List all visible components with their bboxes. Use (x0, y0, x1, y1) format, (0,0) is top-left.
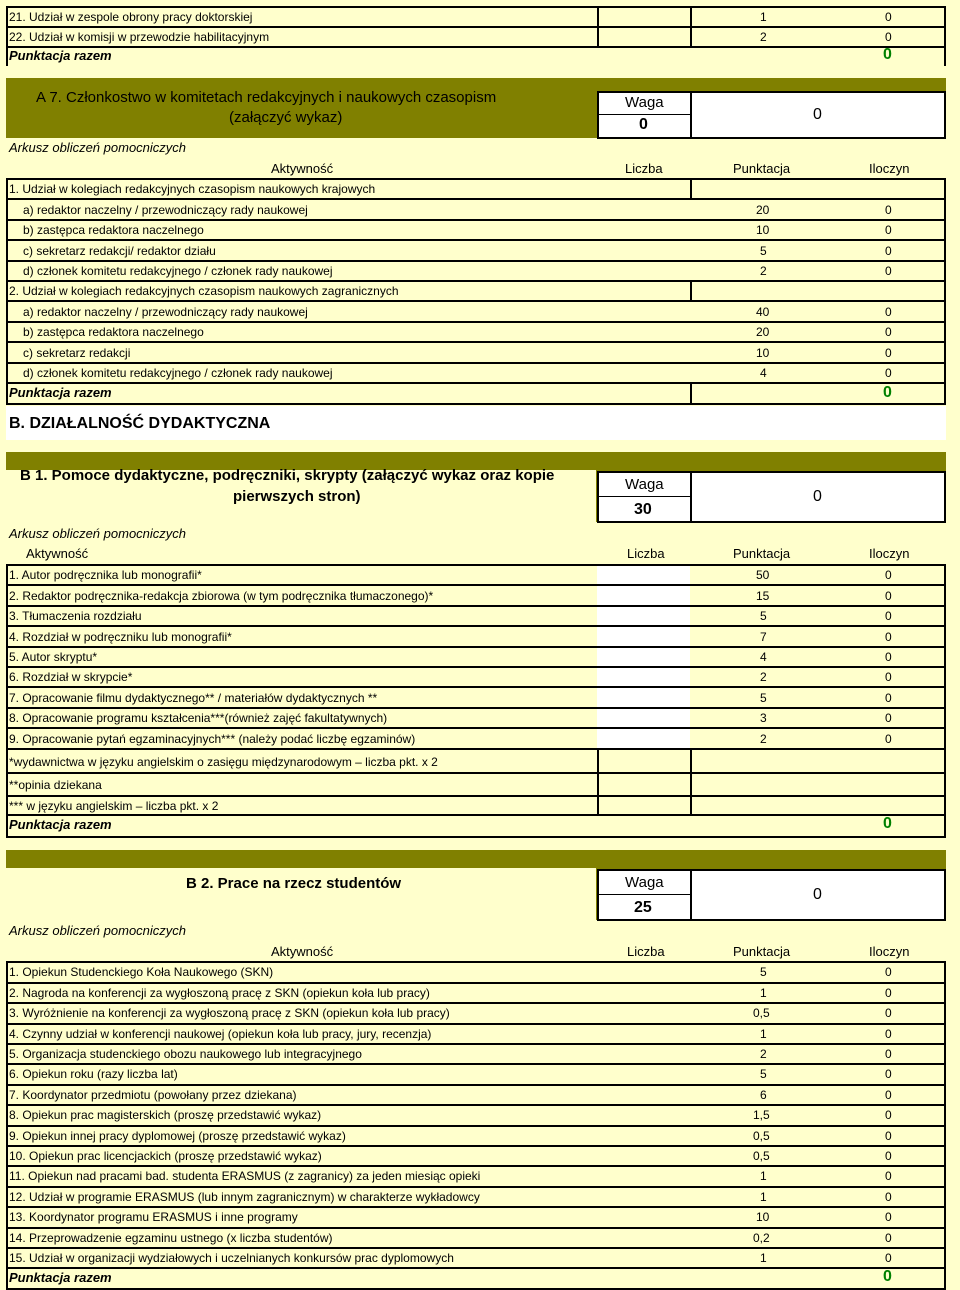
a7-header-aktywnosc: Aktywność (271, 161, 334, 176)
b1-row-8-label: 8. Opracowanie programu kształcenia***(również zajęć fakultatywnych) (9, 711, 388, 725)
b2-row-7-label: 7. Koordynator przedmiotu (powołany przez dziekana) (9, 1088, 297, 1102)
b2-header-punktacja: Punktacja (733, 944, 791, 959)
a7-g1-row-c-pkt: 5 (760, 244, 767, 258)
b2-row-13-iloczyn: 0 (885, 1210, 892, 1224)
a7-waga-label: Waga (625, 94, 664, 111)
b2-row-11-pkt: 1 (760, 1169, 767, 1183)
b2-row-13-label: 13. Koordynator programu ERASMUS i inne programy (9, 1210, 298, 1224)
b1-row-5-pkt: 4 (760, 650, 767, 664)
b2-row-5-label: 5. Organizacja studenckiego obozu naukowego lub integracyjnego (9, 1047, 362, 1061)
b2-row-6-label: 6. Opiekun roku (razy liczba lat) (9, 1067, 178, 1081)
b1-row-2-label: 2. Redaktor podręcznika-redakcja zbiorowa (w tym podręcznika tłumaczonego)* (9, 589, 434, 603)
b1-row-7-pkt: 5 (760, 691, 767, 705)
a7-group2-label: 2. Udział w kolegiach redakcyjnych czasopism naukowych zagranicznych (9, 284, 399, 298)
b2-total-label: Punktacja razem (9, 1270, 112, 1285)
b1-total-label: Punktacja razem (9, 817, 112, 832)
top-row-22-liczba: 2 (760, 30, 767, 44)
b2-row-12-iloczyn: 0 (885, 1190, 892, 1204)
b1-liczba-input-6[interactable] (597, 667, 690, 687)
b2-header-iloczyn: Iloczyn (869, 944, 910, 959)
a7-g2-row-b-pkt: 20 (756, 325, 770, 339)
b2-row-15-iloczyn: 0 (885, 1251, 892, 1265)
b2-row-14-label: 14. Przeprowadzenie egzaminu ustnego (x liczba studentów) (9, 1231, 333, 1245)
b1-row-8-pkt: 3 (760, 711, 767, 725)
b2-score: 0 (813, 886, 822, 903)
a7-g1-row-a-pkt: 20 (756, 203, 770, 217)
right-margin-strip (946, 0, 960, 1290)
b2-row-9-pkt: 0,5 (753, 1129, 770, 1143)
a7-header-liczba: Liczba (625, 161, 663, 176)
b2-row-9-label: 9. Opiekun innej pracy dyplomowej (proszę przedstawić wykaz) (9, 1129, 346, 1143)
top-row-21-iloczyn: 0 (885, 10, 892, 24)
b1-waga-label: Waga (625, 476, 664, 493)
b1-liczba-input-5[interactable] (597, 647, 690, 667)
b1-liczba-input-9[interactable] (597, 728, 690, 749)
b2-row-11-label: 11. Opiekun nad pracami bad. studenta ERASMUS (z zagranicy) za jeden miesiąc opieki (9, 1169, 481, 1183)
a7-title-line2: (załączyć wykaz) (229, 109, 343, 126)
b2-row-11-iloczyn: 0 (885, 1169, 892, 1183)
b1-score: 0 (813, 488, 822, 505)
b2-header-aktywnosc: Aktywność (271, 944, 334, 959)
a7-helper-label: Arkusz obliczeń pomocniczych (9, 140, 187, 155)
b1-liczba-input-3[interactable] (597, 606, 690, 626)
b1-row-7-iloczyn: 0 (885, 691, 892, 705)
b1-row-4-iloczyn: 0 (885, 630, 892, 644)
b1-helper-label: Arkusz obliczeń pomocniczych (9, 526, 187, 541)
b1-row-2-pkt: 15 (756, 589, 770, 603)
a7-g1-row-d-label: d) członek komitetu redakcyjnego / członek rady naukowej (23, 264, 333, 278)
b2-row-2-iloczyn: 0 (885, 986, 892, 1000)
b2-row-12-pkt: 1 (760, 1190, 767, 1204)
b1-row-4-pkt: 7 (760, 630, 767, 644)
a7-g2-row-d-label: d) członek komitetu redakcyjnego / członek rady naukowej (23, 366, 333, 380)
b2-row-7-pkt: 6 (760, 1088, 767, 1102)
b2-row-8-pkt: 1,5 (753, 1108, 770, 1122)
b1-header-iloczyn: Iloczyn (869, 546, 910, 561)
b2-row-13-pkt: 10 (756, 1210, 770, 1224)
b2-row-2-pkt: 1 (760, 986, 767, 1000)
b2-row-1-label: 1. Opiekun Studenckiego Koła Naukowego (SKN) (9, 965, 274, 979)
b2-title: B 2. Prace na rzecz studentów (186, 875, 402, 892)
b1-row-5-label: 5. Autor skryptu* (9, 650, 98, 664)
b1-liczba-input-4[interactable] (597, 626, 690, 647)
top-row-21-label: 21. Udział w zespole obrony pracy doktorskiej (9, 10, 253, 24)
b1-liczba-input-1[interactable] (597, 565, 690, 585)
b1-row-3-label: 3. Tłumaczenia rozdziału (9, 609, 142, 623)
b1-row-9-iloczyn: 0 (885, 732, 892, 746)
a7-g2-row-d-iloczyn: 0 (885, 366, 892, 380)
a7-g2-row-a-iloczyn: 0 (885, 305, 892, 319)
a7-waga-value: 0 (639, 116, 648, 133)
a7-header-punktacja: Punktacja (733, 161, 791, 176)
a7-title-line1: A 7. Członkostwo w komitetach redakcyjnych i naukowych czasopism (36, 89, 497, 106)
b2-row-8-label: 8. Opiekun prac magisterskich (proszę przedstawić wykaz) (9, 1108, 322, 1122)
b1-note-1: *wydawnictwa w języku angielskim o zasięgu międzynarodowym – liczba pkt. x 2 (9, 755, 438, 769)
b2-row-3-pkt: 0,5 (753, 1006, 770, 1020)
top-row-22-iloczyn: 0 (885, 30, 892, 44)
a7-group1-label: 1. Udział w kolegiach redakcyjnych czasopism naukowych krajowych (9, 182, 376, 196)
b2-row-8-iloczyn: 0 (885, 1108, 892, 1122)
b1-row-3-iloczyn: 0 (885, 609, 892, 623)
a7-score: 0 (813, 106, 822, 123)
b2-total-value: 0 (883, 1268, 892, 1285)
b1-row-9-label: 9. Opracowanie pytań egzaminacyjnych*** (należy podać liczbę egzaminów) (9, 732, 416, 746)
b2-row-1-iloczyn: 0 (885, 965, 892, 979)
b1-row-8-iloczyn: 0 (885, 711, 892, 725)
b2-row-6-pkt: 5 (760, 1067, 767, 1081)
b1-row-5-iloczyn: 0 (885, 650, 892, 664)
b2-row-9-iloczyn: 0 (885, 1129, 892, 1143)
b1-waga-value: 30 (634, 501, 652, 518)
b2-row-15-pkt: 1 (760, 1251, 767, 1265)
b1-liczba-input-7[interactable] (597, 687, 690, 708)
a7-g2-row-d-pkt: 4 (760, 366, 767, 380)
b1-row-6-pkt: 2 (760, 670, 767, 684)
b1-row-9-pkt: 2 (760, 732, 767, 746)
b2-row-5-iloczyn: 0 (885, 1047, 892, 1061)
a7-header-iloczyn: Iloczyn (869, 161, 910, 176)
b2-row-2-label: 2. Nagroda na konferencji za wygłoszoną pracę z SKN (opiekun koła lub pracy) (9, 986, 430, 1000)
section-b-title: B. DZIAŁALNOŚĆ DYDAKTYCZNA (9, 415, 271, 432)
a7-g1-row-b-label: b) zastępca redaktora naczelnego (23, 223, 204, 237)
b1-row-6-label: 6. Rozdział w skrypcie* (9, 670, 133, 684)
b2-row-4-pkt: 1 (760, 1027, 767, 1041)
b2-waga-label: Waga (625, 874, 664, 891)
b1-note-3: *** w języku angielskim – liczba pkt. x 2 (9, 799, 219, 813)
b2-row-15-label: 15. Udział w organizacji wydziałowych i uczelnianych konkursów prac dyplomowych (9, 1251, 454, 1265)
b2-row-10-iloczyn: 0 (885, 1149, 892, 1163)
a7-total-value: 0 (883, 384, 892, 401)
a7-g2-row-c-label: c) sekretarz redakcji (23, 346, 131, 360)
a7-g1-row-b-iloczyn: 0 (885, 223, 892, 237)
b1-header-liczba: Liczba (627, 546, 665, 561)
a7-g1-row-a-iloczyn: 0 (885, 203, 892, 217)
b2-header-liczba: Liczba (627, 944, 665, 959)
b1-title-line2: pierwszych stron) (233, 488, 361, 505)
b1-row-2-iloczyn: 0 (885, 589, 892, 603)
b1-header-punktacja: Punktacja (733, 546, 791, 561)
top-total-value: 0 (883, 46, 892, 63)
a7-g2-row-c-iloczyn: 0 (885, 346, 892, 360)
top-total-label: Punktacja razem (9, 48, 112, 63)
a7-g2-row-b-iloczyn: 0 (885, 325, 892, 339)
b1-row-1-iloczyn: 0 (885, 568, 892, 582)
a7-total-label: Punktacja razem (9, 385, 112, 400)
b1-row-1-pkt: 50 (756, 568, 770, 582)
b2-row-6-iloczyn: 0 (885, 1067, 892, 1081)
b1-row-1-label: 1. Autor podręcznika lub monografii* (9, 568, 202, 582)
a7-g1-row-d-pkt: 2 (760, 264, 767, 278)
b2-row-3-iloczyn: 0 (885, 1006, 892, 1020)
b2-row-5-pkt: 2 (760, 1047, 767, 1061)
b1-total-value: 0 (883, 815, 892, 832)
b1-row-6-iloczyn: 0 (885, 670, 892, 684)
b2-helper-label: Arkusz obliczeń pomocniczych (9, 923, 187, 938)
a7-g1-row-c-label: c) sekretarz redakcji/ redaktor działu (23, 244, 216, 258)
b1-title-line1: B 1. Pomoce dydaktyczne, podręczniki, skrypty (załączyć wykaz oraz kopie (20, 467, 555, 484)
b1-liczba-input-8[interactable] (597, 708, 690, 728)
b1-row-3-pkt: 5 (760, 609, 767, 623)
b2-row-14-iloczyn: 0 (885, 1231, 892, 1245)
a7-g2-row-b-label: b) zastępca redaktora naczelnego (23, 325, 204, 339)
a7-g1-row-d-iloczyn: 0 (885, 264, 892, 278)
a7-g1-row-b-pkt: 10 (756, 223, 770, 237)
b2-row-4-iloczyn: 0 (885, 1027, 892, 1041)
b1-row-7-label: 7. Opracowanie filmu dydaktycznego** / materiałów dydaktycznych ** (9, 691, 378, 705)
b1-note-2: **opinia dziekana (9, 778, 102, 792)
a7-g2-row-a-label: a) redaktor naczelny / przewodniczący rady naukowej (23, 305, 308, 319)
b2-row-4-label: 4. Czynny udział w konferencji naukowej (opiekun koła lub pracy, jury, recenzja) (9, 1027, 432, 1041)
a7-g1-row-a-label: a) redaktor naczelny / przewodniczący rady naukowej (23, 203, 308, 217)
top-row-21-liczba: 1 (760, 10, 767, 24)
b2-row-12-label: 12. Udział w programie ERASMUS (lub innym zagranicznym) w charakterze wykładowcy (9, 1190, 480, 1204)
b1-row-4-label: 4. Rozdział w podręczniku lub monografii* (9, 630, 232, 644)
b2-row-1-pkt: 5 (760, 965, 767, 979)
a7-g2-row-a-pkt: 40 (756, 305, 770, 319)
b2-waga-value: 25 (634, 899, 652, 916)
b1-header-aktywnosc: Aktywność (26, 546, 89, 561)
b2-row-7-iloczyn: 0 (885, 1088, 892, 1102)
b2-row-3-label: 3. Wyróżnienie na konferencji za wygłoszoną pracę z SKN (opiekun koła lub pracy) (9, 1006, 450, 1020)
a7-g2-row-c-pkt: 10 (756, 346, 770, 360)
b1-liczba-input-2[interactable] (597, 585, 690, 606)
b2-row-10-pkt: 0,5 (753, 1149, 770, 1163)
a7-g1-row-c-iloczyn: 0 (885, 244, 892, 258)
b2-row-10-label: 10. Opiekun prac licencjackich (proszę przedstawić wykaz) (9, 1149, 322, 1163)
b2-row-14-pkt: 0,2 (753, 1231, 770, 1245)
top-row-22-label: 22. Udział w komisji w przewodzie habilitacyjnym (9, 30, 270, 44)
